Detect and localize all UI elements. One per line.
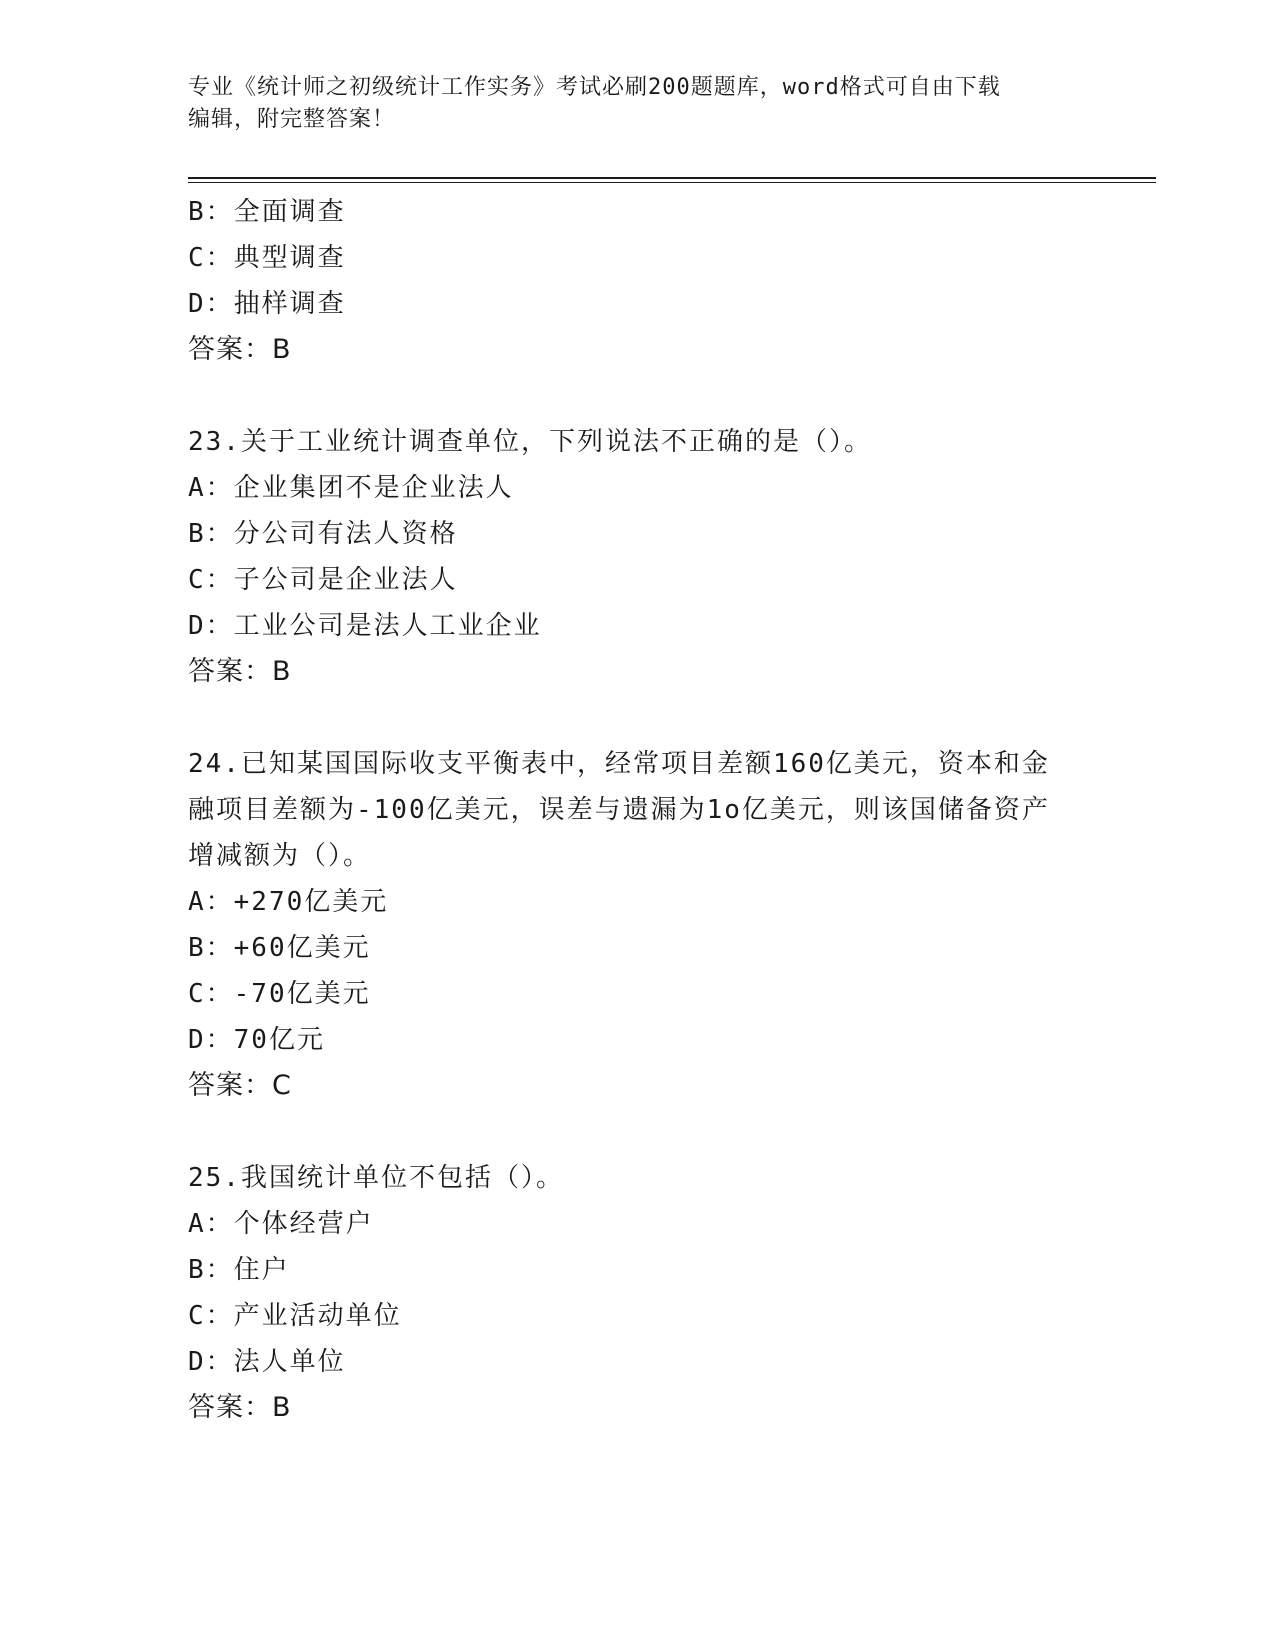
answer: 答案：B [188,656,292,687]
question-25 [188,1155,1088,1431]
question-text: 25.我国统计单位不包括（）。 [188,1163,564,1193]
option-a: A：企业集团不是企业法人 [188,473,514,503]
header-line-1: 专业《统计师之初级统计工作实务》考试必刷200题题库，word格式可自由下载 [188,75,1001,100]
header-divider-thick [188,177,1156,179]
option-a: A：+270亿美元 [188,887,389,917]
option-c: C：典型调查 [188,243,346,273]
header-line-2: 编辑，附完整答案！ [188,107,396,132]
answer: 答案：B [188,1392,292,1423]
question-list [188,189,1088,1431]
option-d: D：法人单位 [188,1347,346,1377]
answer: 答案：B [188,334,292,365]
question-text-line-1: 24.已知某国国际收支平衡表中，经常项目差额160亿美元，资本和金 [188,749,1050,779]
question-24 [188,741,1088,1109]
question-text: 23.关于工业统计调查单位，下列说法不正确的是（）。 [188,427,872,457]
option-b: B：分公司有法人资格 [188,519,458,549]
option-a: A：个体经营户 [188,1209,374,1239]
option-c: C：产业活动单位 [188,1301,402,1331]
answer: 答案：C [188,1070,292,1101]
header-divider-thin [188,182,1156,183]
question-text-line-2: 融项目差额为-100亿美元，误差与遗漏为1o亿美元，则该国储备资产 [188,795,1050,825]
question-22 [188,189,1088,373]
option-d: D：70亿元 [188,1025,325,1055]
option-b: B：+60亿美元 [188,933,371,963]
option-c: C：-70亿美元 [188,979,371,1009]
question-23 [188,419,1088,695]
option-b: B：住户 [188,1255,290,1285]
question-text-line-3: 增减额为（）。 [188,841,372,871]
spacer [188,1109,1088,1155]
option-c: C：子公司是企业法人 [188,565,458,595]
spacer [188,695,1088,741]
document-header [188,72,1088,136]
option-d: D：工业公司是法人工业企业 [188,611,542,641]
spacer [188,373,1088,419]
option-b: B：全面调查 [188,197,346,227]
option-d: D：抽样调查 [188,289,346,319]
